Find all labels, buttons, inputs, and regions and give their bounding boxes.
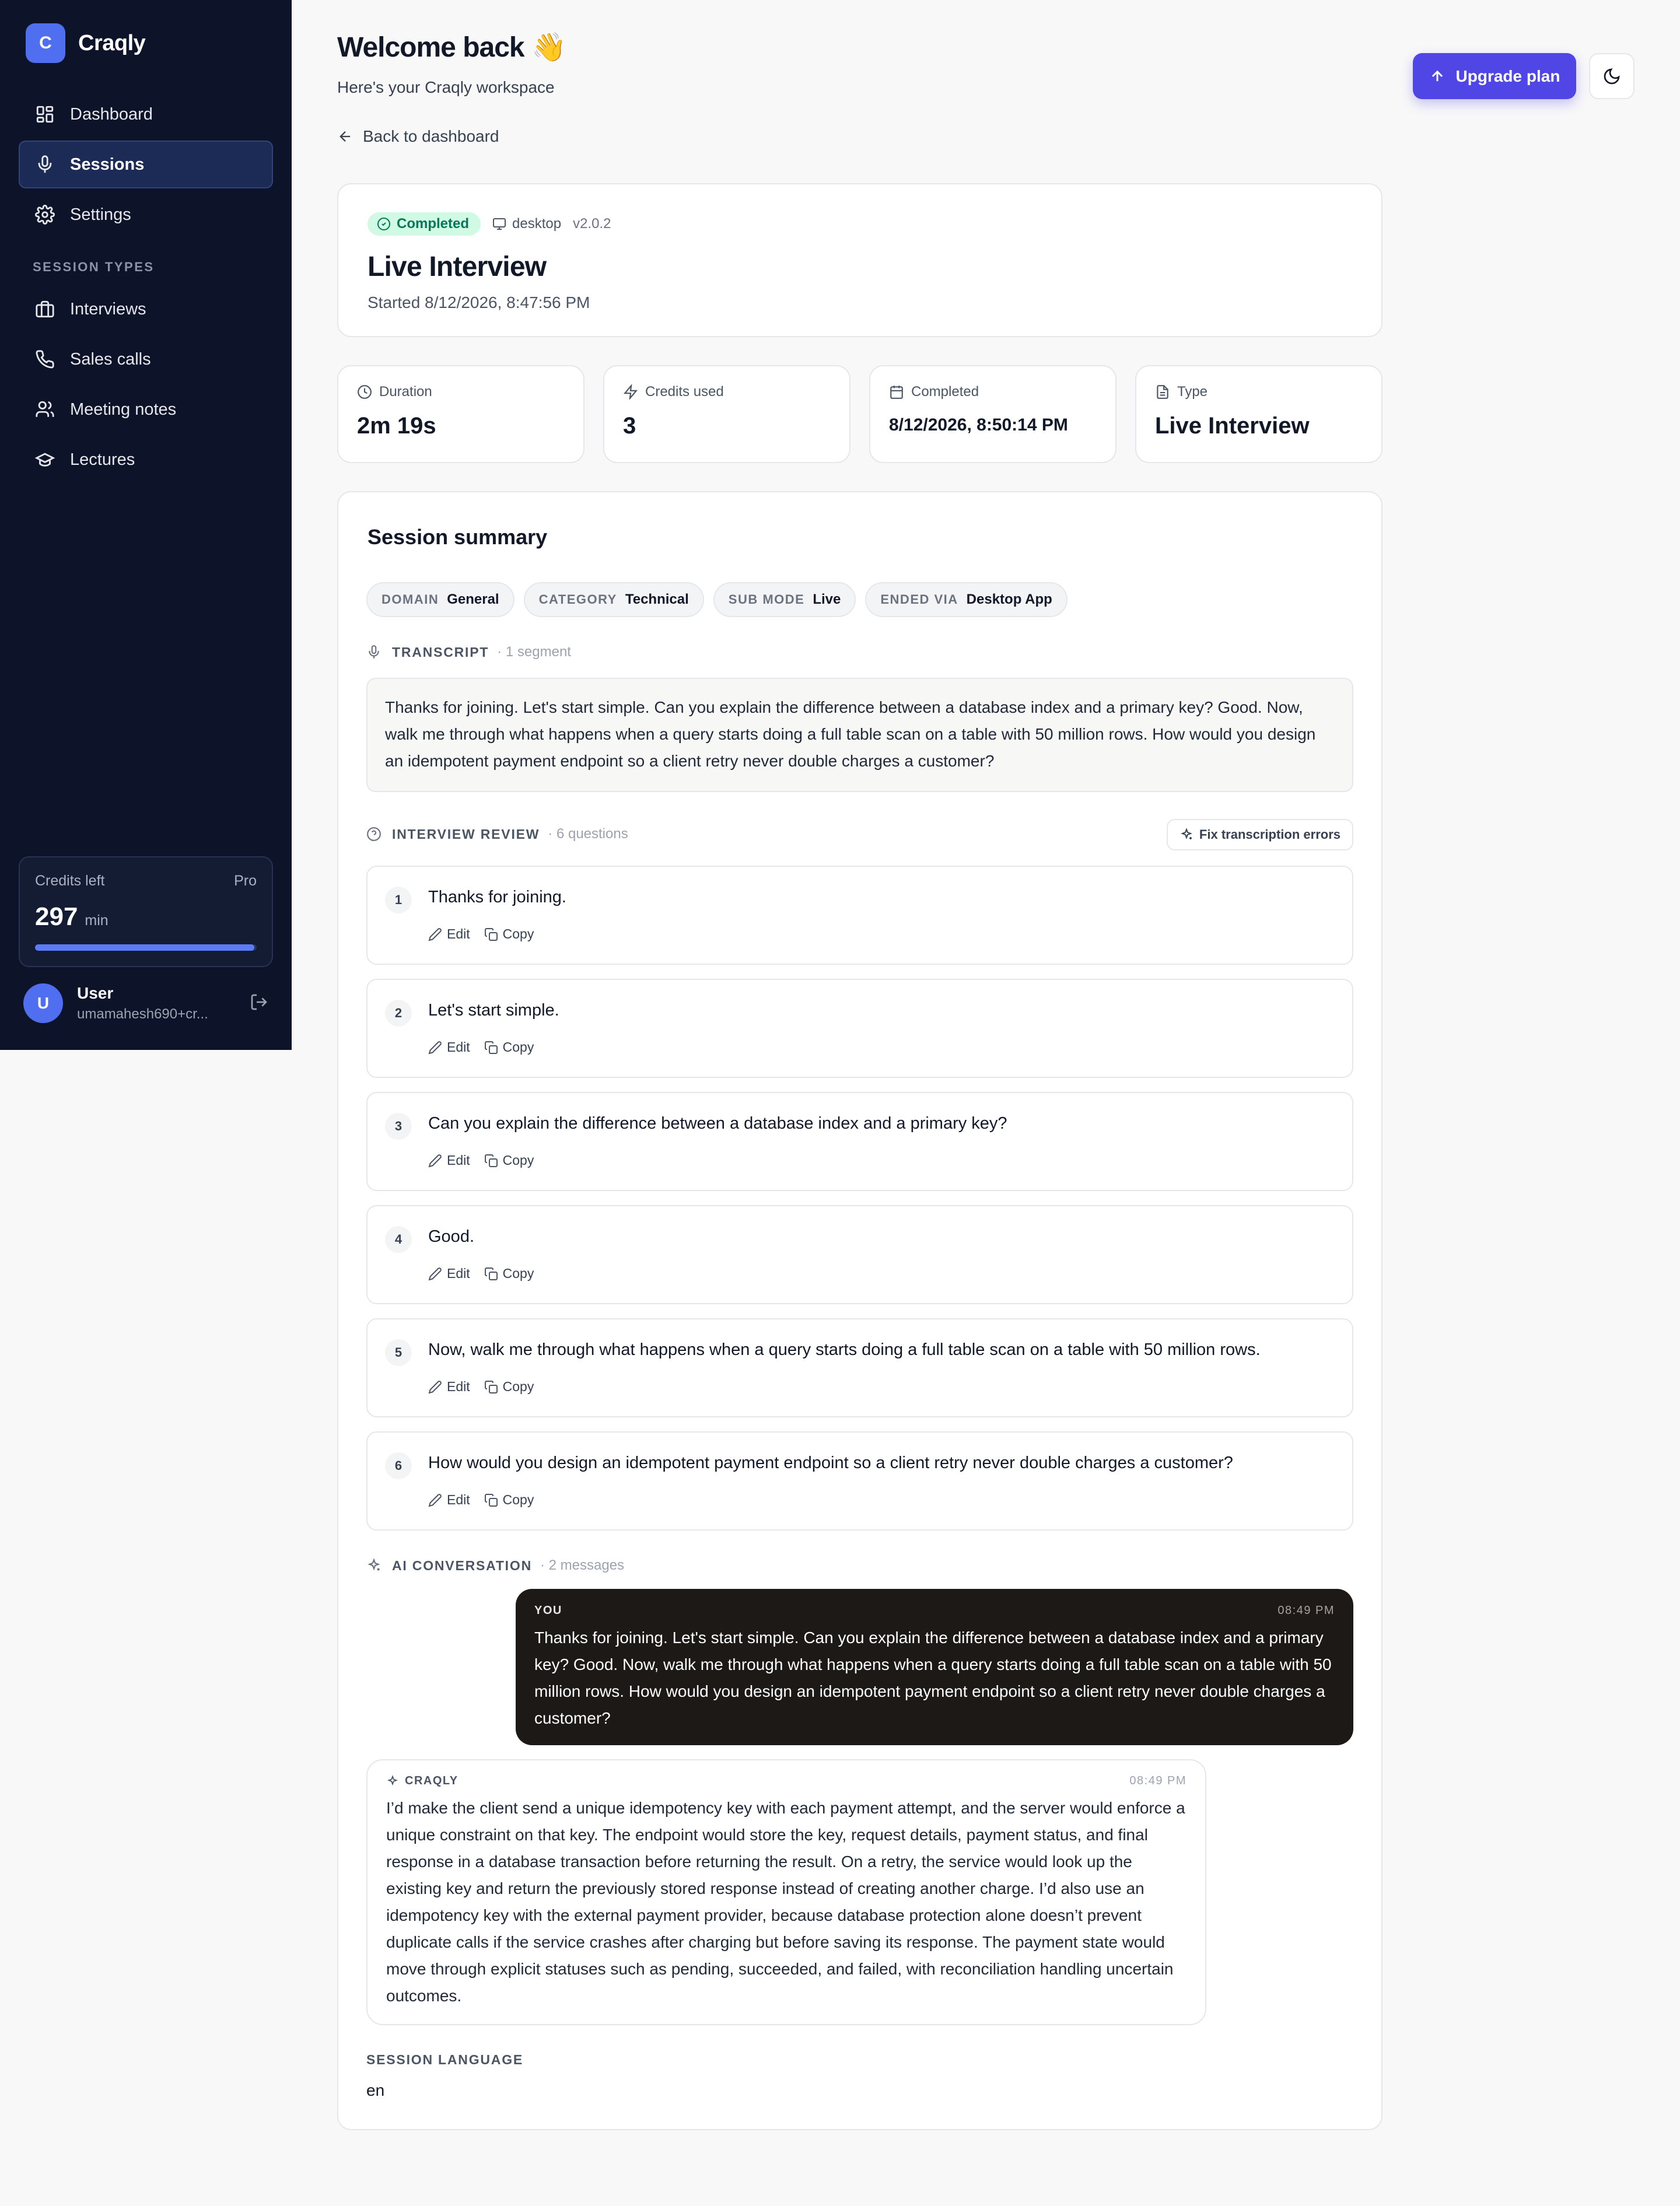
pencil-icon (428, 927, 442, 941)
question-number: 1 (385, 887, 412, 913)
phone-icon (35, 349, 55, 369)
mic-icon (35, 155, 55, 174)
user-email: umamahesh690+cr... (77, 1006, 208, 1022)
session-header-card (337, 183, 1382, 337)
credits-label: Credits left (35, 873, 105, 889)
help-circle-icon (366, 827, 382, 842)
upgrade-plan-button[interactable] (1413, 53, 1576, 99)
stat-value: Live Interview (1155, 413, 1310, 439)
question-card (366, 866, 1353, 965)
dashboard-icon (35, 104, 55, 124)
upgrade-label: Upgrade plan (1455, 66, 1560, 85)
question-card (366, 1318, 1353, 1417)
sidebar-item-settings[interactable] (19, 191, 273, 239)
copy-label: Copy (502, 1492, 534, 1507)
status-label: Completed (397, 216, 470, 232)
chip-domain (366, 582, 514, 617)
copy-label: Copy (502, 1039, 534, 1055)
credits-value: 297 (35, 902, 78, 931)
message-time: 08:49 PM (1129, 1774, 1186, 1787)
fix-label: Fix transcription errors (1199, 827, 1340, 842)
copy-button[interactable] (484, 1266, 534, 1281)
sparkles-icon (386, 1775, 399, 1788)
message-text: I’d make the client send a unique idempotency key with each payment attempt, and the server would enforce a unique constraint on that key. The endpoint would store the key, request details, payment status, and final response in a database transaction before returning the result. On a retry, the service would look up the existing key and return the previously stored response instead of creating another charge. I’d also use an idempotency key with the external payment provider, because database protection alone doesn’t prevent duplicate calls if the service crashes after charging but before saving its response. The payment state would move through explicit statuses such as pending, succeeded, and failed, with reconciliation handling uncertain outcomes. (386, 1799, 1185, 2005)
chip-value: Desktop App (966, 591, 1052, 607)
brand-name: Craqly (78, 30, 146, 55)
copy-button[interactable] (484, 1492, 534, 1508)
moon-icon (1602, 67, 1621, 86)
stat-type (1135, 365, 1382, 463)
question-text: Now, walk me through what happens when a query starts doing a full table scan on a table with 50 million rows. (428, 1340, 1261, 1359)
user-profile[interactable] (23, 983, 268, 1023)
copy-label: Copy (502, 1379, 534, 1394)
sidebar-item-label: Sales calls (70, 349, 151, 369)
stat-value: 8/12/2026, 8:50:14 PM (889, 415, 1068, 435)
credits-progress-fill (35, 944, 254, 951)
sidebar-item-label: Interviews (70, 299, 146, 318)
section-count: · 1 segment (497, 644, 571, 660)
message-author: CRAQLY (405, 1774, 459, 1787)
copy-icon (484, 927, 498, 941)
chip-value: Technical (625, 591, 689, 607)
session-types-heading: SESSION TYPES (33, 260, 155, 274)
edit-button[interactable] (428, 1153, 470, 1168)
stat-label: Credits used (645, 384, 724, 400)
chip-ended-via (865, 582, 1067, 617)
edit-button[interactable] (428, 926, 470, 942)
message-author: YOU (534, 1604, 562, 1617)
edit-button[interactable] (428, 1492, 470, 1508)
pencil-icon (428, 1041, 442, 1055)
ai-conversation-heading (366, 1557, 624, 1574)
question-text: Good. (428, 1227, 474, 1246)
copy-icon (484, 1154, 498, 1168)
question-text: How would you design an idempotent payment endpoint so a client retry never double charges a customer? (428, 1454, 1233, 1472)
calendar-icon (889, 384, 904, 400)
version-label: v2.0.2 (573, 216, 611, 232)
edit-button[interactable] (428, 1039, 470, 1055)
users-icon (35, 400, 55, 419)
chip-value: Live (813, 591, 841, 607)
monitor-icon (492, 217, 506, 231)
session-title: Live Interview (368, 251, 547, 282)
summary-title: Session summary (368, 525, 548, 549)
avatar: U (23, 983, 63, 1023)
question-text: Let's start simple. (428, 1001, 559, 1020)
brand[interactable] (26, 23, 145, 63)
edit-label: Edit (447, 1379, 470, 1394)
chip-key: SUB MODE (728, 592, 805, 607)
copy-button[interactable] (484, 1379, 534, 1395)
sidebar-item-label: Lectures (70, 450, 135, 469)
chip-key: ENDED VIA (880, 592, 958, 607)
theme-toggle-button[interactable] (1589, 53, 1634, 99)
fix-transcription-button[interactable] (1167, 819, 1353, 850)
question-number: 5 (385, 1339, 412, 1366)
status-badge (368, 212, 481, 236)
sidebar-item-label: Meeting notes (70, 400, 177, 419)
arrow-up-icon (1429, 68, 1446, 85)
question-text: Thanks for joining. (428, 888, 566, 906)
stat-value: 2m 19s (357, 413, 436, 439)
stat-duration (337, 365, 584, 463)
gear-icon (35, 205, 55, 225)
question-number: 6 (385, 1452, 412, 1479)
question-text: Can you explain the difference between a database index and a primary key? (428, 1114, 1007, 1133)
platform-label: desktop (512, 216, 562, 232)
question-card (366, 979, 1353, 1078)
platform-tag (492, 216, 561, 232)
message-time: 08:49 PM (1278, 1604, 1335, 1617)
graduation-cap-icon (35, 450, 55, 470)
sparkles-icon (366, 1558, 382, 1573)
copy-icon (484, 1493, 498, 1507)
sidebar (0, 0, 292, 1050)
briefcase-icon (35, 299, 55, 319)
edit-button[interactable] (428, 1379, 470, 1395)
session-language-label: SESSION LANGUAGE (366, 2052, 524, 2067)
copy-label: Copy (502, 926, 534, 941)
sidebar-item-label: Settings (70, 205, 131, 224)
page-title: Welcome back 👋 (337, 32, 566, 63)
bolt-icon (623, 384, 638, 400)
mic-icon (366, 645, 382, 660)
copy-label: Copy (502, 1266, 534, 1281)
question-card (366, 1431, 1353, 1531)
section-count: · 6 questions (548, 826, 628, 842)
back-label: Back to dashboard (363, 127, 499, 145)
transcript-text: Thanks for joining. Let's start simple. Can you explain the difference between a database index and a primary key? Good. Now, walk me through what happens when a query starts doing a full table scan on a table with 50 million rows. How would you design an idempotent payment endpoint so a client retry never double charges a customer? (366, 678, 1353, 792)
session-chips (366, 582, 1077, 617)
question-card (366, 1205, 1353, 1304)
stat-label: Completed (911, 384, 979, 400)
credits-panel (19, 856, 273, 967)
chip-sub-mode (713, 582, 856, 617)
sidebar-item-dashboard[interactable] (19, 90, 273, 138)
transcript-heading (366, 644, 571, 660)
check-circle-icon (377, 217, 391, 231)
sidebar-item-sales-calls[interactable] (19, 335, 273, 383)
document-icon (1155, 384, 1170, 400)
question-number: 2 (385, 1000, 412, 1027)
message-assistant (366, 1759, 1206, 2025)
credits-progress-bar (35, 944, 257, 951)
arrow-left-icon (337, 128, 354, 145)
copy-icon (484, 1380, 498, 1394)
interview-review-heading (366, 826, 628, 842)
question-card (366, 1092, 1353, 1191)
edit-button[interactable] (428, 1266, 470, 1281)
section-label: INTERVIEW REVIEW (392, 826, 540, 842)
question-number: 4 (385, 1226, 412, 1253)
pencil-icon (428, 1493, 442, 1507)
chip-value: General (447, 591, 499, 607)
message-user (516, 1589, 1353, 1745)
section-label: AI CONVERSATION (392, 1557, 532, 1573)
stat-completed (869, 365, 1116, 463)
clock-icon (357, 384, 372, 400)
copy-label: Copy (502, 1153, 534, 1168)
session-summary-card (337, 491, 1382, 2130)
sparkles-icon (1180, 828, 1194, 842)
sidebar-nav (19, 90, 273, 486)
plan-badge: Pro (234, 873, 257, 889)
credits-unit: min (85, 912, 108, 929)
session-language-value: en (366, 2081, 385, 2099)
copy-button[interactable] (484, 1039, 534, 1055)
copy-button[interactable] (484, 926, 534, 942)
copy-icon (484, 1041, 498, 1055)
chip-category (524, 582, 704, 617)
sidebar-item-interviews[interactable] (19, 285, 273, 333)
edit-label: Edit (447, 926, 470, 941)
pencil-icon (428, 1380, 442, 1394)
stat-value: 3 (623, 413, 636, 439)
brand-logo: C (26, 23, 65, 63)
chip-key: CATEGORY (538, 592, 617, 607)
stat-label: Type (1177, 384, 1208, 400)
message-text: Thanks for joining. Let's start simple. Can you explain the difference between a database index and a primary key? Good. Now, walk me through what happens when a query starts doing a full table scan on a table with 50 million rows. How would you design an idempotent payment endpoint so a client retry never double charges a customer? (534, 1629, 1332, 1727)
logout-icon[interactable] (250, 993, 268, 1014)
pencil-icon (428, 1267, 442, 1281)
page-subtitle: Here's your Craqly workspace (337, 78, 555, 96)
edit-label: Edit (447, 1266, 470, 1281)
sidebar-item-label: Sessions (70, 155, 145, 174)
user-name: User (77, 984, 114, 1002)
question-number: 3 (385, 1113, 412, 1140)
chip-key: DOMAIN (382, 592, 439, 607)
sidebar-item-sessions[interactable] (19, 141, 273, 188)
copy-button[interactable] (484, 1153, 534, 1168)
copy-icon (484, 1267, 498, 1281)
edit-label: Edit (447, 1153, 470, 1168)
edit-label: Edit (447, 1492, 470, 1507)
pencil-icon (428, 1154, 442, 1168)
session-started: Started 8/12/2026, 8:47:56 PM (368, 293, 590, 311)
message-author-row (386, 1774, 459, 1788)
edit-label: Edit (447, 1039, 470, 1055)
sidebar-item-meeting-notes[interactable] (19, 386, 273, 433)
section-count: · 2 messages (540, 1557, 625, 1573)
sidebar-item-lectures[interactable] (19, 436, 273, 484)
section-label: TRANSCRIPT (392, 644, 489, 660)
stat-credits-used (603, 365, 850, 463)
sidebar-item-label: Dashboard (70, 104, 153, 124)
stat-label: Duration (379, 384, 432, 400)
back-to-dashboard-link[interactable] (337, 127, 499, 146)
